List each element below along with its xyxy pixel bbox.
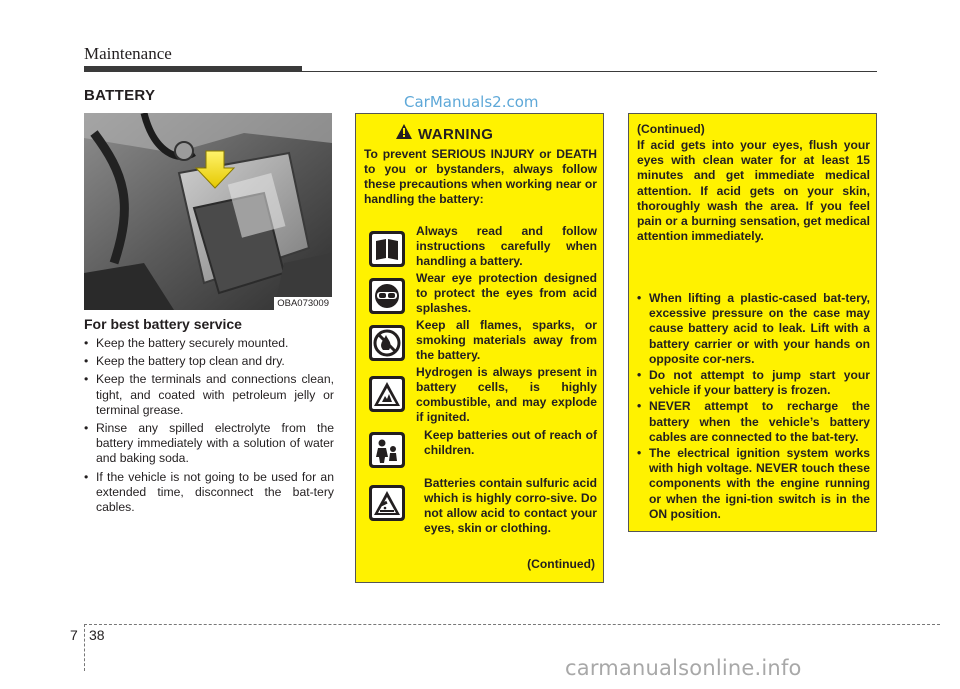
keep-from-children-icon: [368, 431, 406, 469]
list-item: • If the vehicle is not going to be used for an extended time, disconnect the bat-tery cables.: [84, 470, 334, 516]
warning-item-text: Keep all flames, sparks, or smoking materials away from the battery.: [416, 318, 597, 362]
section-title: Maintenance: [84, 44, 172, 63]
page-number: 38: [89, 627, 105, 643]
watermark-bottom[interactable]: carmanualsonline.info: [565, 656, 802, 680]
warning-item: [364, 476, 597, 536]
manual-book-icon: [368, 230, 406, 268]
list-item: • Do not attempt to jump start your vehicle if your battery is frozen.: [637, 368, 870, 398]
warning-item-text: Always read and follow instructions carefully when handling a battery.: [416, 224, 597, 268]
warning-box: [355, 113, 604, 583]
best-service-title: For best battery service: [84, 316, 242, 332]
watermark-top[interactable]: CarManuals2.com: [404, 93, 539, 111]
continued-warning-box: [628, 113, 877, 532]
battery-photo: [84, 113, 332, 310]
warning-title: WARNING: [418, 125, 494, 143]
continued-title: (Continued): [637, 122, 705, 136]
warning-item-text: Batteries contain sulfuric acid which is highly corro-sive. Do not allow acid to contact your eyes, skin or clothing.: [424, 476, 597, 535]
chapter-number: 7: [70, 627, 78, 643]
explosive-gas-icon: [368, 375, 406, 413]
continued-paragraph: If acid gets into your eyes, flush your eyes with clean water for at least 15 minutes and get immediate medical attention. If acid gets on your skin, thoroughly wash the area. If you feel pain or a burning sensation, get medical attention immediately.: [637, 138, 870, 244]
corrosive-acid-icon: [368, 484, 406, 522]
best-service-list: [84, 336, 334, 518]
warning-item-text: Hydrogen is always present in battery cells, is highly combustible, and may explode if ignited.: [416, 365, 597, 424]
list-item: • Keep the battery securely mounted.: [84, 336, 334, 351]
warning-item-text: Keep batteries out of reach of children.: [424, 428, 597, 457]
footer-divider: [84, 624, 940, 625]
warning-item-text: Wear eye protection designed to protect the eyes from acid splashes.: [416, 271, 597, 315]
warning-header: [396, 124, 493, 144]
no-flames-icon: [368, 324, 406, 362]
header-rule-thin: [302, 71, 877, 72]
list-item: • Keep the terminals and connections clean, tight, and coated with petroleum jelly or terminal grease.: [84, 372, 334, 418]
warning-intro: To prevent SERIOUS INJURY or DEATH to you or bystanders, always follow these precautions when working near or handling the battery:: [364, 147, 597, 206]
photo-code: OBA073009: [274, 297, 332, 310]
list-item: • Rinse any spilled electrolyte from the battery immediately with a solution of water and baking soda.: [84, 421, 334, 467]
battery-heading: BATTERY: [84, 87, 156, 104]
continued-list: [637, 291, 870, 523]
list-item: • NEVER attempt to recharge the battery when the vehicle’s battery cables are connected to the bat-tery.: [637, 399, 870, 445]
list-item: • Keep the battery top clean and dry.: [84, 354, 334, 369]
page-number-divider: [84, 624, 85, 671]
list-item: • When lifting a plastic-cased bat-tery, excessive pressure on the case may cause battery acid to leak. Lift with a battery carrier or with your hands on opposite cor-ners.: [637, 291, 870, 367]
warning-continued: (Continued): [527, 557, 595, 571]
header-rule-thick: [84, 66, 302, 72]
list-item: • The electrical ignition system works with high voltage. NEVER touch these components with the engine running or when the igni-tion switch is in the ON position.: [637, 446, 870, 522]
warning-triangle-icon: [396, 124, 412, 144]
battery-photo-illustration: [84, 113, 332, 310]
warning-item: [364, 365, 597, 425]
eye-protection-icon: [368, 277, 406, 315]
